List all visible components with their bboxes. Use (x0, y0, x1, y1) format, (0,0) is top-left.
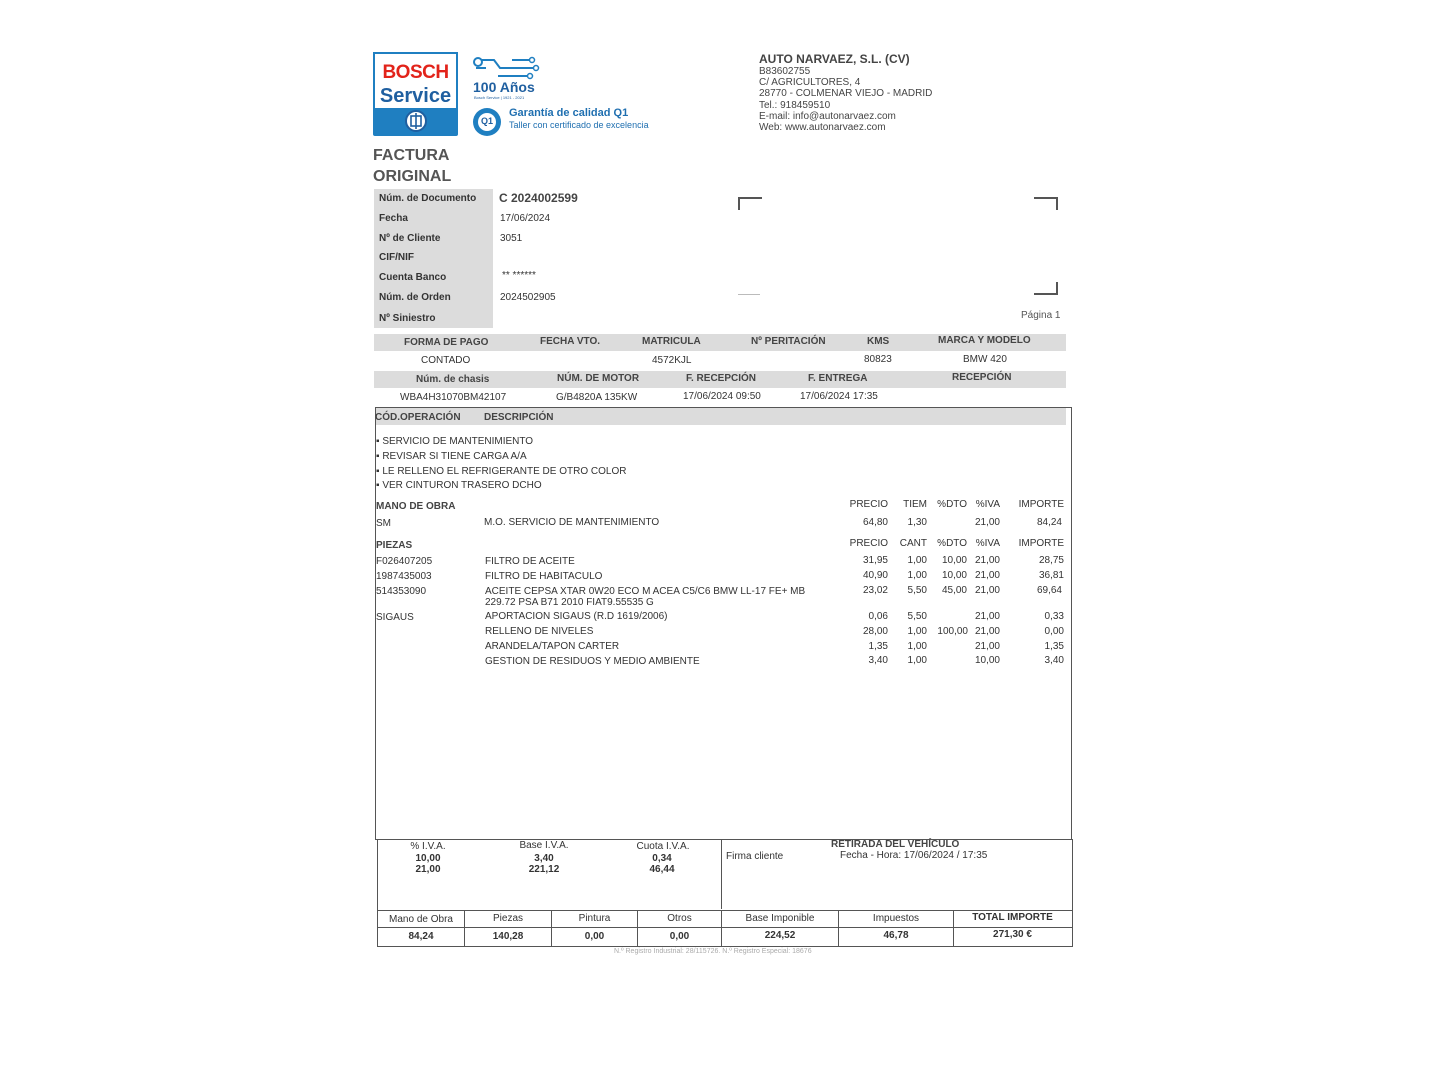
row-code: SM (376, 518, 391, 529)
page-number: Página 1 (1021, 310, 1061, 321)
parts-col-dto: %DTO (937, 538, 967, 549)
parts-col-importe: IMPORTE (1018, 538, 1064, 549)
row-importe: 3,40 (1044, 655, 1064, 666)
labor-title: MANO DE OBRA (376, 501, 456, 512)
note-item: ▪ REVISAR SI TIENE CARGA A/A (376, 450, 527, 462)
field-row (379, 289, 629, 309)
col-kms: KMS (867, 336, 890, 347)
field-row (379, 210, 629, 230)
row-importe: 0,33 (1044, 611, 1064, 622)
total-piezas: 140,28 (492, 931, 524, 942)
col-forma-pago: FORMA DE PAGO (404, 337, 489, 348)
tax-pct: 10,00 (415, 853, 441, 864)
hundred-years-logo (472, 54, 542, 104)
tax-col-cuota: Cuota I.V.A. (636, 841, 690, 852)
total-mano-obra: 84,24 (408, 931, 434, 942)
labor-col-importe: IMPORTE (1018, 499, 1064, 510)
registry-footer: N.º Registro Industrial: 28/115726. N.º Registro Especial: 18676 (614, 948, 812, 955)
part-row (0, 626, 1440, 640)
parts-col-iva: %IVA (975, 538, 1000, 549)
row-cant: 1,00 (907, 626, 927, 637)
bosch-armature-icon (403, 108, 429, 134)
row-code: 1987435003 (376, 571, 432, 582)
bosch-text: BOSCH (382, 62, 449, 83)
field-value: 3051 (500, 232, 523, 244)
row-precio: 31,95 (862, 555, 888, 566)
row-desc: FILTRO DE HABITACULO (485, 571, 603, 582)
total-label-otros: Otros (667, 913, 692, 924)
col-cod-operacion: CÓD.OPERACIÓN (375, 412, 461, 423)
service-text: Service (379, 85, 452, 107)
tax-box-divider (721, 839, 722, 909)
field-row (379, 269, 629, 289)
row-dto: 45,00 (941, 585, 967, 596)
q1-title: Garantía de calidad Q1 (509, 107, 629, 119)
kms-value: 80823 (864, 354, 892, 365)
forma-pago-value: CONTADO (421, 355, 471, 366)
field-label: Cuenta Banco (379, 272, 447, 284)
field-label: Fecha (379, 212, 408, 224)
company-details (759, 66, 932, 133)
total-importe: 271,30 € (993, 929, 1032, 940)
row-desc: APORTACION SIGAUS (R.D 1619/2006) (485, 611, 668, 622)
col-fecha-vto: FECHA VTO. (540, 336, 601, 347)
labor-col-tiem: TIEM (903, 499, 927, 510)
note-item: ▪ VER CINTURON TRASERO DCHO (376, 480, 542, 492)
hundred-years-sub: Bosch Service | 1921 - 2021 (474, 95, 525, 100)
q1-badge (473, 108, 501, 136)
field-label: Nº de Cliente (379, 232, 441, 244)
row-importe: 36,81 (1038, 570, 1064, 581)
row-desc: RELLENO DE NIVELES (485, 626, 594, 637)
labor-row (0, 517, 1440, 531)
field-row (379, 309, 629, 329)
col-peritacion: Nº PERITACIÓN (751, 336, 826, 347)
row-precio: 0,06 (868, 611, 888, 622)
total-label-base-imponible: Base Imponible (745, 913, 815, 924)
part-row (0, 655, 1440, 669)
total-base-imponible: 224,52 (764, 930, 796, 941)
row-iva: 21,00 (974, 641, 1000, 652)
withdrawal-title: RETIRADA DEL VEHÍCULO (831, 839, 960, 850)
marca-modelo-value: BMW 420 (963, 354, 1007, 365)
tax-base: 221,12 (528, 864, 560, 875)
total-otros: 0,00 (669, 931, 690, 942)
row-dto: 10,00 (941, 570, 967, 581)
row-precio: 1,35 (868, 641, 888, 652)
col-entrega-date: F. ENTREGA (808, 373, 868, 384)
row-desc: ARANDELA/TAPON CARTER (485, 641, 620, 652)
parts-title: PIEZAS (376, 540, 413, 551)
company-city: 28770 - COLMENAR VIEJO - MADRID (759, 88, 933, 100)
q1-badge-text: Q1 (480, 116, 493, 126)
tax-cuota: 46,44 (649, 864, 675, 875)
firma-cliente-label: Firma cliente (726, 851, 784, 862)
note-item: ▪ LE RELLENO EL REFRIGERANTE DE OTRO COLOR (376, 465, 627, 477)
part-row (0, 555, 1440, 569)
motor-value: G/B4820A 135KW (556, 392, 638, 403)
doc-title-line1: FACTURA (373, 147, 450, 164)
col-recepcion: RECEPCIÓN (952, 372, 1012, 383)
row-desc: ACEITE CEPSA XTAR 0W20 ECO M ACEA C5/C6 BMW LL-17 FE+ MB (485, 586, 806, 597)
matricula-value: 4572KJL (652, 355, 692, 366)
row-iva: 21,00 (974, 626, 1000, 637)
row-cant: 1,00 (907, 570, 927, 581)
company-name: AUTO NARVAEZ, S.L. (CV) (759, 52, 910, 66)
company-phone: Tel.: 918459510 (759, 99, 831, 111)
total-label-impuestos: Impuestos (872, 913, 920, 924)
recepcion-date-value: 17/06/2024 09:50 (683, 391, 761, 402)
row-cant: 1,00 (907, 555, 927, 566)
row-tiem: 1,30 (907, 517, 927, 528)
col-recepcion-date: F. RECEPCIÓN (686, 373, 757, 384)
entrega-date-value: 17/06/2024 17:35 (800, 391, 878, 402)
row-importe: 1,35 (1044, 641, 1064, 652)
hundred-years-text: 100 Años (473, 79, 535, 95)
row-desc: GESTION DE RESIDUOS Y MEDIO AMBIENTE (485, 656, 700, 667)
address-window-frame (738, 197, 1058, 295)
labor-col-dto: %DTO (937, 499, 967, 510)
row-iva: 21,00 (974, 517, 1000, 528)
col-marca-modelo: MARCA Y MODELO (938, 335, 1031, 346)
field-value: ** ****** (502, 270, 536, 282)
row-precio: 64,80 (862, 517, 888, 528)
col-chasis: Núm. de chasis (416, 374, 490, 385)
row-cant: 1,00 (907, 641, 927, 652)
col-descripcion: DESCRIPCIÓN (484, 412, 554, 423)
field-label: Nº Siniestro (379, 312, 436, 324)
doc-title-line2: ORIGINAL (373, 168, 452, 185)
body-header-bar (376, 408, 1066, 425)
tax-base: 3,40 (534, 853, 554, 864)
field-row (379, 230, 629, 250)
row-importe: 28,75 (1038, 555, 1064, 566)
part-row (0, 570, 1440, 584)
labor-col-precio: PRECIO (849, 499, 888, 510)
total-label-piezas: Piezas (492, 913, 523, 924)
part-row (0, 611, 1440, 625)
withdrawal-datetime: Fecha - Hora: 17/06/2024 / 17:35 (840, 850, 988, 861)
row-cant: 5,50 (907, 585, 927, 596)
total-label-pintura: Pintura (578, 913, 611, 924)
bosch-logo (373, 52, 458, 136)
company-email: E-mail: info@autonarvaez.com (759, 110, 896, 122)
row-desc: M.O. SERVICIO DE MANTENIMIENTO (484, 517, 660, 528)
row-iva: 21,00 (974, 611, 1000, 622)
row-dto: 10,00 (941, 555, 967, 566)
totals-mid-line (377, 927, 1073, 928)
field-label: Núm. de Orden (379, 291, 451, 303)
row-iva: 21,00 (974, 570, 1000, 581)
total-impuestos: 46,78 (883, 930, 909, 941)
total-pintura: 0,00 (584, 931, 605, 942)
row-precio: 40,90 (862, 570, 888, 581)
tax-pct: 21,00 (415, 864, 441, 875)
row-desc: FILTRO DE ACEITE (485, 556, 575, 567)
tax-row (0, 864, 720, 876)
field-value: 17/06/2024 (500, 212, 551, 224)
total-label-total-importe: TOTAL IMPORTE (972, 912, 1053, 923)
tax-col-pct: % I.V.A. (410, 841, 446, 852)
row-precio: 28,00 (862, 626, 888, 637)
company-cif: B83602755 (759, 66, 811, 77)
field-row (379, 190, 629, 210)
row-code: 514353090 (376, 586, 427, 597)
circuit-wrench-icon (472, 54, 540, 80)
company-address: C/ AGRICULTORES, 4 (759, 77, 861, 89)
row-precio: 23,02 (862, 585, 888, 596)
field-label: Núm. de Documento (379, 193, 477, 204)
row-importe: 0,00 (1044, 626, 1064, 637)
row-iva: 21,00 (974, 585, 1000, 596)
note-item: ▪ SERVICIO DE MANTENIMIENTO (376, 436, 534, 447)
row-precio: 3,40 (868, 655, 888, 666)
doc-fields (379, 190, 629, 329)
total-label-mano-obra: Mano de Obra (389, 914, 453, 925)
service-notes (376, 435, 626, 494)
row-code: F026407205 (376, 556, 433, 567)
row-cant: 5,50 (907, 611, 927, 622)
row-importe: 69,64 (1036, 585, 1062, 596)
row-iva: 10,00 (974, 655, 1000, 666)
q1-subtitle: Taller con certificado de excelencia (509, 120, 649, 130)
field-label: CIF/NIF (379, 252, 414, 264)
company-web: Web: www.autonarvaez.com (759, 122, 886, 134)
row-importe: 84,24 (1036, 517, 1062, 528)
row-cant: 1,00 (907, 655, 927, 666)
chasis-value: WBA4H31070BM42107 (400, 392, 507, 403)
field-row (379, 249, 629, 269)
part-row (0, 585, 1440, 611)
part-row (0, 641, 1440, 655)
field-value: 2024502905 (500, 291, 556, 303)
labor-col-iva: %IVA (975, 499, 1000, 510)
parts-col-precio: PRECIO (849, 538, 888, 549)
document-number: C 2024002599 (499, 191, 578, 205)
row-dto: 100,00 (937, 626, 968, 637)
parts-col-cant: CANT (899, 538, 927, 549)
col-matricula: MATRICULA (642, 336, 701, 347)
row-desc-line2: 229.72 PSA B71 2010 FIAT9.55535 G (485, 597, 654, 608)
row-code: SIGAUS (376, 612, 414, 623)
col-motor: NÚM. DE MOTOR (557, 373, 640, 384)
tax-col-base: Base I.V.A. (519, 840, 569, 851)
row-iva: 21,00 (974, 555, 1000, 566)
tax-cuota: 0,34 (652, 853, 672, 864)
